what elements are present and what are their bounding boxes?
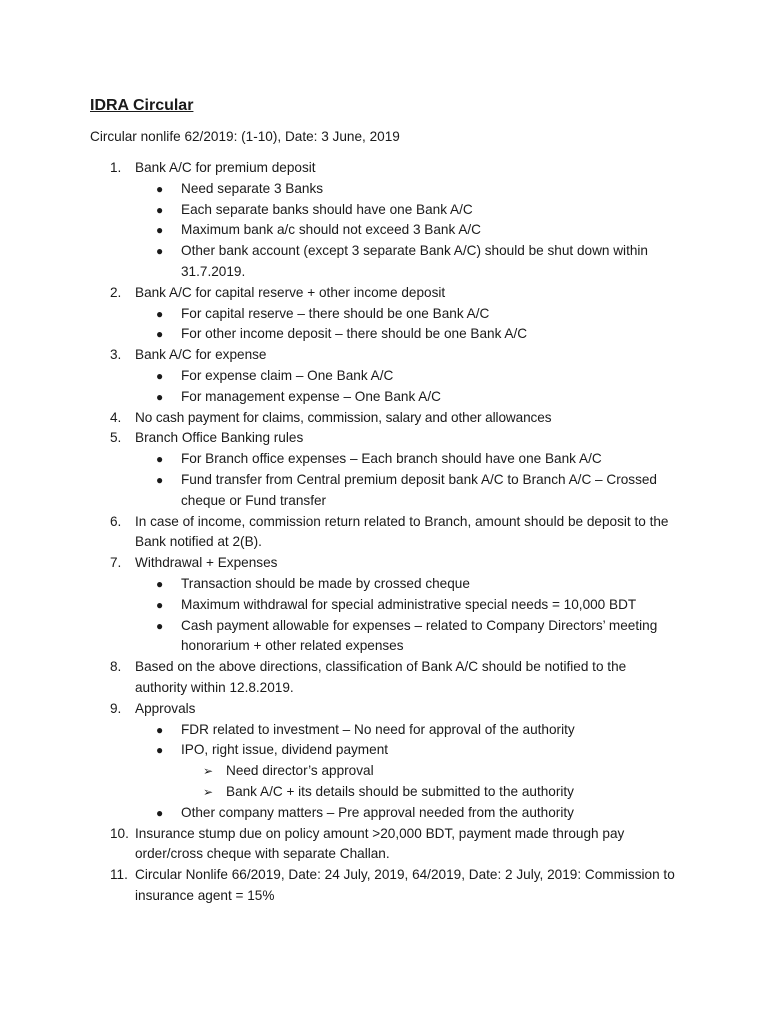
item-text: Withdrawal + Expenses: [135, 555, 278, 571]
item-number: 8.: [110, 659, 122, 675]
sub-item-text: IPO, right issue, dividend payment: [181, 742, 389, 758]
item-number: 11.: [110, 867, 128, 883]
bullet-icon: ●: [156, 452, 164, 467]
item-number: 3.: [110, 347, 122, 363]
item-text: Bank A/C for expense: [135, 347, 267, 363]
item-text: Approvals: [135, 700, 196, 716]
sub-item: [90, 179, 680, 200]
sub-item: [90, 387, 680, 408]
sub-item: [90, 449, 680, 470]
list-item: [90, 283, 680, 304]
sub-item-text: For other income deposit – there should be one Bank A/C: [181, 326, 528, 342]
item-number: 6.: [110, 513, 122, 529]
document-subtitle: Circular nonlife 62/2019: (1-10), Date: 3 June, 2019: [90, 129, 400, 144]
sub-item: [90, 574, 680, 595]
sub-item-text: For Branch office expenses – Each branch should have one Bank A/C: [181, 451, 602, 467]
list-item: [90, 408, 680, 429]
bullet-icon: ●: [156, 223, 164, 238]
list-item: [90, 657, 680, 699]
sub-item-text: Maximum bank a/c should not exceed 3 Bank A/C: [181, 222, 481, 238]
document-title: IDRA Circular: [90, 97, 194, 114]
bullet-icon: ●: [156, 576, 164, 591]
item-number: 9.: [110, 700, 122, 716]
sub-item-text: FDR related to investment – No need for approval of the authority: [181, 721, 575, 737]
bullet-icon: ●: [156, 618, 164, 633]
item-text: No cash payment for claims, commission, salary and other allowances: [135, 409, 552, 425]
sub-sub-item-text: Need director’s approval: [226, 763, 374, 779]
bullet-icon: ●: [156, 327, 164, 342]
bullet-icon: ●: [156, 597, 164, 612]
sub-item: [90, 740, 680, 761]
item-number: 4.: [110, 409, 122, 425]
item-number: 1.: [110, 160, 122, 175]
list-item: [90, 345, 680, 366]
bullet-icon: ●: [156, 472, 164, 487]
sub-item-text: Other company matters – Pre approval needed from the authority: [181, 804, 574, 820]
item-text: Bank A/C for premium deposit: [135, 160, 316, 175]
item-number: 7.: [110, 555, 122, 571]
item-text: Branch Office Banking rules: [135, 430, 304, 446]
sub-item: [90, 720, 680, 741]
sub-item: [90, 595, 680, 616]
list-item: [90, 512, 680, 554]
sub-item: [90, 616, 680, 658]
bullet-icon: ●: [156, 389, 164, 404]
list-item: [90, 428, 680, 449]
list-item: [90, 158, 680, 179]
item-number: 5.: [110, 430, 122, 446]
list-item: [90, 699, 680, 720]
sub-sub-item: [90, 782, 680, 803]
sub-item-text: Other bank account (except 3 separate Bank A/C) should be shut down within 31.7.2019.: [181, 243, 648, 279]
sub-item: [90, 366, 680, 387]
sub-item: [90, 241, 680, 283]
sub-item-text: Maximum withdrawal for special administrative special needs = 10,000 BDT: [181, 596, 637, 612]
bullet-icon: ●: [156, 368, 164, 383]
sub-item: [90, 200, 680, 221]
item-number: 2.: [110, 284, 122, 300]
sub-item: [90, 470, 680, 512]
bullet-icon: ●: [156, 743, 164, 758]
sub-item-text: Fund transfer from Central premium deposit bank A/C to Branch A/C – Crossed cheque or Fund transfer: [181, 471, 657, 508]
item-text: Bank A/C for capital reserve + other income deposit: [135, 284, 446, 300]
circular-list: [90, 158, 680, 907]
item-text: Circular Nonlife 66/2019, Date: 24 July, 2019, 64/2019, Date: 2 July, 2019: Commission to insurance agent = 15%: [135, 867, 675, 903]
sub-item: [90, 220, 680, 241]
list-item: [90, 553, 680, 574]
bullet-icon: ●: [156, 244, 164, 259]
bullet-icon: ●: [156, 805, 164, 820]
sub-sub-item-text: Bank A/C + its details should be submitted to the authority: [226, 783, 574, 799]
bullet-icon: ●: [156, 306, 164, 321]
sub-item-text: Need separate 3 Banks: [181, 180, 324, 196]
sub-sub-item: [90, 761, 680, 782]
bullet-icon: ●: [156, 202, 164, 217]
item-text: In case of income, commission return related to Branch, amount should be deposit to the Bank notified at 2(B).: [135, 513, 669, 550]
sub-item: [90, 324, 680, 345]
sub-item-text: For expense claim – One Bank A/C: [181, 367, 394, 383]
sub-item-text: For management expense – One Bank A/C: [181, 388, 441, 404]
bullet-icon: ●: [156, 722, 164, 737]
sub-item: [90, 803, 680, 824]
sub-item-text: Cash payment allowable for expenses – related to Company Directors’ meeting honorarium + other related expenses: [181, 617, 658, 654]
item-text: Based on the above directions, classification of Bank A/C should be notified to the authority within 12.8.2019.: [135, 659, 627, 695]
bullet-icon: ●: [156, 181, 164, 196]
sub-item-text: For capital reserve – there should be one Bank A/C: [181, 305, 490, 321]
sub-item-text: Each separate banks should have one Bank A/C: [181, 201, 473, 217]
arrow-bullet-icon: ➢: [203, 764, 214, 779]
sub-item-text: Transaction should be made by crossed cheque: [181, 575, 470, 591]
item-text: Insurance stump due on policy amount >20,000 BDT, payment made through pay order/cross cheque with separate Challan.: [135, 825, 625, 862]
arrow-bullet-icon: ➢: [203, 784, 214, 799]
list-item: [90, 865, 680, 907]
item-number: 10.: [110, 825, 129, 841]
list-item: [90, 824, 680, 866]
sub-item: [90, 304, 680, 325]
